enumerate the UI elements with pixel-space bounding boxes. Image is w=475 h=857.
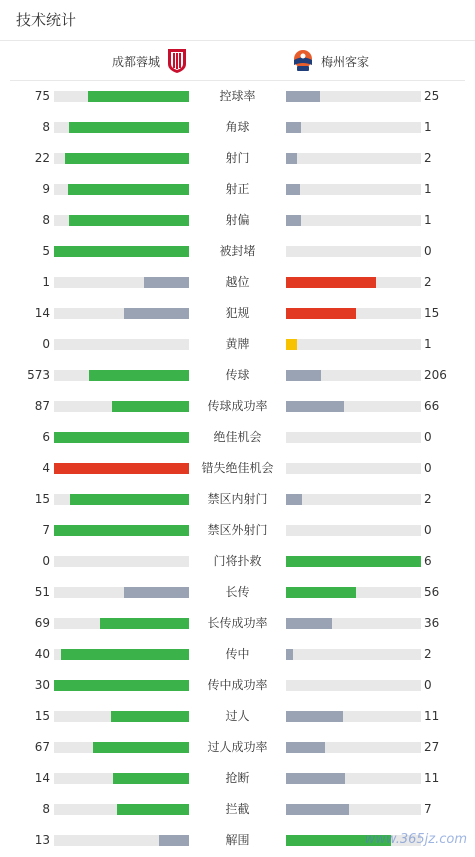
away-stat-value: 206 xyxy=(424,368,447,382)
away-team-name: 梅州客家 xyxy=(321,54,370,69)
home-stat-value: 51 xyxy=(34,585,50,599)
home-stat-bar xyxy=(54,587,189,598)
home-stat-bar-fill xyxy=(112,401,189,412)
stat-row xyxy=(0,205,475,236)
away-stat-bar xyxy=(286,246,421,257)
stat-row xyxy=(0,391,475,422)
away-stat-bar-fill xyxy=(286,711,343,722)
away-stat-bar xyxy=(286,556,421,567)
home-stat-bar xyxy=(54,773,189,784)
stat-row xyxy=(0,453,475,484)
home-stat-bar xyxy=(54,308,189,319)
stat-row xyxy=(0,143,475,174)
away-stat-bar-fill xyxy=(286,308,356,319)
away-stat-bar-fill xyxy=(286,401,344,412)
home-stat-value: 4 xyxy=(42,461,50,475)
away-stat-bar xyxy=(286,773,421,784)
home-stat-bar-fill xyxy=(54,680,189,691)
home-stat-value: 8 xyxy=(42,802,50,816)
home-stat-value: 8 xyxy=(42,213,50,227)
away-stat-value: 11 xyxy=(424,771,440,785)
home-stat-value: 9 xyxy=(42,182,50,196)
stat-label: 被封堵 xyxy=(219,244,256,258)
away-stat-bar xyxy=(286,153,421,164)
away-stat-value: 0 xyxy=(424,244,432,258)
away-stat-value: 11 xyxy=(424,709,440,723)
away-stat-bar xyxy=(286,401,421,412)
away-stat-value: 2 xyxy=(424,492,432,506)
stat-label: 长传 xyxy=(225,585,250,599)
home-stat-bar-fill xyxy=(69,215,189,226)
home-stat-value: 15 xyxy=(34,709,50,723)
home-stat-bar xyxy=(54,339,189,350)
home-stat-value: 573 xyxy=(27,368,50,382)
away-stat-value: 36 xyxy=(424,616,440,630)
home-stat-value: 1 xyxy=(42,275,50,289)
away-stat-value: 1 xyxy=(424,213,432,227)
away-stat-bar xyxy=(286,649,421,660)
home-stat-bar xyxy=(54,215,189,226)
away-stat-value: 6 xyxy=(424,554,432,568)
home-stat-value: 0 xyxy=(42,554,50,568)
away-stat-bar xyxy=(286,432,421,443)
home-stat-bar-fill xyxy=(124,308,189,319)
home-stat-value: 0 xyxy=(42,337,50,351)
stat-label: 抢断 xyxy=(225,771,250,785)
away-stat-bar xyxy=(286,184,421,195)
stat-label: 射门 xyxy=(225,151,250,165)
away-stat-bar xyxy=(286,711,421,722)
away-stat-value: 1 xyxy=(424,182,432,196)
stat-row xyxy=(0,701,475,732)
home-stat-bar-fill xyxy=(100,618,189,629)
away-stat-bar-fill xyxy=(286,184,300,195)
home-stat-value: 67 xyxy=(34,740,50,754)
away-stat-bar xyxy=(286,277,421,288)
stat-label: 禁区内射门 xyxy=(207,492,268,506)
home-stat-bar xyxy=(54,432,189,443)
home-stat-value: 30 xyxy=(34,678,50,692)
stat-row xyxy=(0,639,475,670)
away-stat-value: 0 xyxy=(424,430,432,444)
away-stat-bar xyxy=(286,370,421,381)
away-stat-bar-fill xyxy=(286,494,302,505)
away-stat-value: 2 xyxy=(424,647,432,661)
home-stat-value: 14 xyxy=(34,306,50,320)
away-stat-bar-fill xyxy=(286,742,325,753)
home-stat-bar xyxy=(54,122,189,133)
stat-label: 禁区外射门 xyxy=(207,523,268,537)
home-stat-value: 22 xyxy=(34,151,50,165)
home-stat-value: 5 xyxy=(42,244,50,258)
stat-row xyxy=(0,236,475,267)
away-stat-bar-fill xyxy=(286,215,301,226)
away-stat-bar-fill xyxy=(286,804,349,815)
away-stat-bar xyxy=(286,463,421,474)
home-stat-bar-fill xyxy=(159,835,189,846)
stat-label: 门将扑救 xyxy=(213,554,262,568)
away-stat-value: 0 xyxy=(424,678,432,692)
stat-row xyxy=(0,763,475,794)
stat-label: 黄牌 xyxy=(225,337,250,351)
home-stat-bar-fill xyxy=(54,525,189,536)
home-stat-bar-fill xyxy=(65,153,189,164)
home-stat-bar-fill xyxy=(68,184,190,195)
home-stat-bar-fill xyxy=(61,649,189,660)
stat-label: 传球成功率 xyxy=(207,399,268,413)
home-stat-bar-fill xyxy=(144,277,189,288)
stat-row xyxy=(0,577,475,608)
away-stat-bar xyxy=(286,742,421,753)
stat-row xyxy=(0,422,475,453)
home-stat-bar xyxy=(54,370,189,381)
stat-label: 传中成功率 xyxy=(207,678,268,692)
away-stat-bar xyxy=(286,308,421,319)
away-stat-bar-fill xyxy=(286,587,356,598)
stat-row xyxy=(0,794,475,825)
away-stat-value: 7 xyxy=(424,802,432,816)
home-stat-value: 40 xyxy=(34,647,50,661)
home-team-name: 成都蓉城 xyxy=(111,54,160,69)
home-stat-value: 13 xyxy=(34,833,50,847)
home-stat-bar xyxy=(54,742,189,753)
away-stat-bar xyxy=(286,525,421,536)
home-stat-bar xyxy=(54,835,189,846)
home-stat-value: 87 xyxy=(34,399,50,413)
home-stat-value: 8 xyxy=(42,120,50,134)
stat-row xyxy=(0,267,475,298)
home-stat-value: 6 xyxy=(42,430,50,444)
stat-row xyxy=(0,608,475,639)
stat-row xyxy=(0,546,475,577)
home-stat-bar xyxy=(54,153,189,164)
away-stat-bar-fill xyxy=(286,649,293,660)
away-stat-bar-fill xyxy=(286,618,332,629)
home-stat-bar xyxy=(54,494,189,505)
stat-label: 角球 xyxy=(225,120,250,134)
title-divider xyxy=(0,40,475,41)
home-stat-value: 15 xyxy=(34,492,50,506)
home-stat-bar-fill xyxy=(70,494,189,505)
stats-list xyxy=(0,81,475,856)
home-stat-bar xyxy=(54,463,189,474)
stat-label: 控球率 xyxy=(219,89,256,103)
stat-label: 长传成功率 xyxy=(207,616,268,630)
stat-label: 射正 xyxy=(225,182,250,196)
away-stat-bar-fill xyxy=(286,153,297,164)
stat-row xyxy=(0,360,475,391)
home-stat-value: 75 xyxy=(34,89,50,103)
home-stat-bar xyxy=(54,680,189,691)
page-title: 技术统计 xyxy=(16,11,77,29)
home-stat-bar-fill xyxy=(117,804,189,815)
away-stat-value: 2 xyxy=(424,151,432,165)
away-team-logo-icon xyxy=(291,48,315,74)
home-stat-value: 7 xyxy=(42,523,50,537)
home-team-logo-icon xyxy=(166,48,188,74)
stat-label: 过人成功率 xyxy=(207,740,268,754)
away-stat-bar xyxy=(286,587,421,598)
home-stat-bar xyxy=(54,649,189,660)
home-stat-bar-fill xyxy=(111,711,189,722)
away-stat-bar xyxy=(286,494,421,505)
away-stat-value: 0 xyxy=(424,523,432,537)
away-stat-bar-fill xyxy=(286,370,321,381)
stat-label: 错失绝佳机会 xyxy=(201,461,274,475)
stat-row xyxy=(0,515,475,546)
away-stat-bar-fill xyxy=(286,122,301,133)
stat-label: 越位 xyxy=(225,275,250,289)
home-stat-bar xyxy=(54,711,189,722)
away-stat-value: 15 xyxy=(424,306,440,320)
away-stat-value: 25 xyxy=(424,89,440,103)
away-stat-bar-fill xyxy=(286,556,421,567)
stat-label: 解围 xyxy=(225,833,250,847)
away-stat-value: 1 xyxy=(424,337,432,351)
home-stat-bar-fill xyxy=(93,742,189,753)
home-stat-bar xyxy=(54,401,189,412)
stat-row xyxy=(0,298,475,329)
watermark: www.365jz.com xyxy=(364,832,467,847)
stat-row xyxy=(0,732,475,763)
away-stat-bar-fill xyxy=(286,339,297,350)
away-stat-value: 27 xyxy=(424,740,440,754)
away-stat-value: 1 xyxy=(424,120,432,134)
away-stat-value: 56 xyxy=(424,585,440,599)
home-stat-value: 69 xyxy=(34,616,50,630)
away-stat-bar xyxy=(286,122,421,133)
stat-label: 传球 xyxy=(225,368,250,382)
home-stat-bar-fill xyxy=(113,773,189,784)
stat-label: 绝佳机会 xyxy=(213,430,262,444)
stat-label: 传中 xyxy=(225,647,250,661)
home-team-header[interactable] xyxy=(112,48,188,74)
home-stat-bar xyxy=(54,618,189,629)
away-stat-bar-fill xyxy=(286,773,345,784)
home-stat-bar-fill xyxy=(54,463,189,474)
home-stat-bar xyxy=(54,246,189,257)
home-stat-bar xyxy=(54,804,189,815)
stat-label: 射偏 xyxy=(225,213,250,227)
home-stat-bar-fill xyxy=(69,122,189,133)
home-stat-bar-fill xyxy=(54,246,189,257)
home-stat-bar xyxy=(54,184,189,195)
home-stat-value: 14 xyxy=(34,771,50,785)
away-stat-bar xyxy=(286,618,421,629)
away-stat-bar xyxy=(286,680,421,691)
home-stat-bar xyxy=(54,556,189,567)
away-stat-bar-fill xyxy=(286,91,320,102)
stat-row xyxy=(0,174,475,205)
home-stat-bar xyxy=(54,525,189,536)
away-stat-value: 2 xyxy=(424,275,432,289)
away-stat-bar xyxy=(286,91,421,102)
stat-row xyxy=(0,81,475,112)
stat-label: 犯规 xyxy=(225,306,250,320)
home-stat-bar xyxy=(54,277,189,288)
away-stat-bar xyxy=(286,339,421,350)
stat-row xyxy=(0,329,475,360)
stat-row xyxy=(0,484,475,515)
away-stat-bar xyxy=(286,215,421,226)
away-stat-value: 0 xyxy=(424,461,432,475)
stat-label: 过人 xyxy=(225,709,250,723)
stat-row xyxy=(0,112,475,143)
home-stat-bar-fill xyxy=(54,432,189,443)
away-stat-bar xyxy=(286,804,421,815)
home-stat-bar xyxy=(54,91,189,102)
away-stat-bar-fill xyxy=(286,277,376,288)
away-stat-value: 66 xyxy=(424,399,440,413)
stat-label: 拦截 xyxy=(225,802,250,816)
home-stat-bar-fill xyxy=(124,587,189,598)
away-team-header[interactable] xyxy=(291,48,369,74)
stat-row xyxy=(0,670,475,701)
home-stat-bar-fill xyxy=(88,91,189,102)
home-stat-bar-fill xyxy=(89,370,189,381)
